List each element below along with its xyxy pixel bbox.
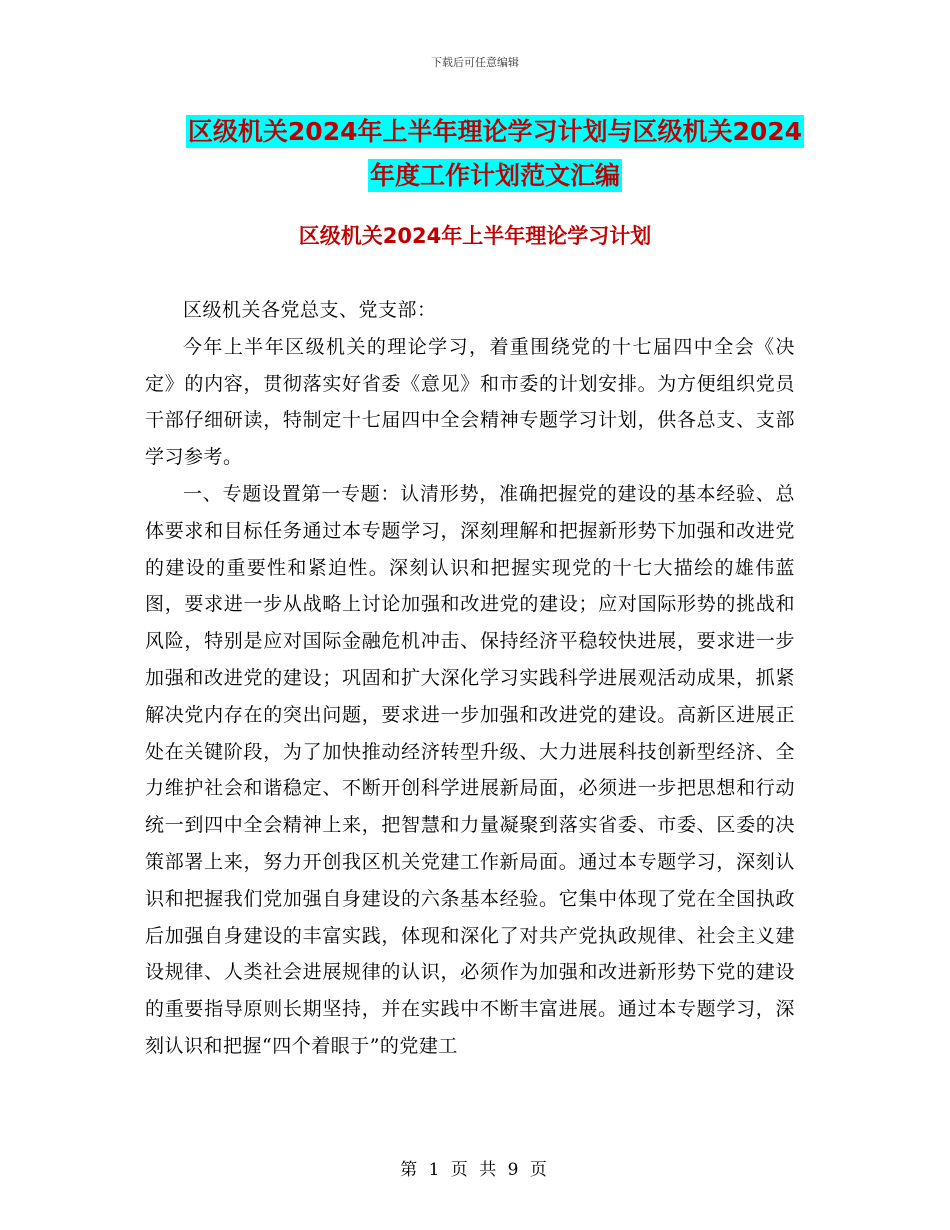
document-title-line-2: 年度工作计划范文汇编 xyxy=(369,161,620,190)
page-footer: 第 1 页 共 9 页 xyxy=(400,1160,550,1180)
document-title xyxy=(140,110,850,198)
intro-paragraph: 今年上半年区级机关的理论学习，着重围绕党的十七届四中全会《决定》的内容，贯彻落实好省委《意见》和市委的计划安排。为方便组织党员干部仔细研读，特制定十七届四中全会精神专题学习计划，供各总支、支部学习参考。 xyxy=(145,335,795,469)
salutation-paragraph: 区级机关各党总支、党支部： xyxy=(183,299,437,321)
header-note: 下载后可任意编辑 xyxy=(431,56,519,69)
topic-paragraph: 一、专题设置第一专题：认清形势，准确把握党的建设的基本经验、总体要求和目标任务通过本专题学习，深刻理解和把握新形势下加强和改进党的建设的重要性和紧迫性。深刻认识和把握实现党的十七大描绘的雄伟蓝图，要求进一步从战略上讨论加强和改进党的建设；应对国际形势的挑战和风险，特别是应对国际金融危机冲击、保持经济平稳较快进展，要求进一步加强和改进党的建设；巩固和扩大深化学习实践科学进展观活动成果，抓紧解决党内存在的突出问题，要求进一步加强和改进党的建设。高新区进展正处在关键阶段，为了加快推动经济转型升级、大力进展科技创新型经济、全力维护社会和谐稳定、不断开创科学进展新局面，必须进一步把思想和行动统一到四中全会精神上来，把智慧和力量凝聚到落实省委、市委、区委的决策部署上来，努力开创我区机关党建工作新局面。通过本专题学习，深刻认识和把握我们党加强自身建设的六条基本经验。它集中体现了党在全国执政后加强自身建设的丰富实践，体现和深化了对共产党执政规律、社会主义建设规律、人类社会进展规律的认识，必须作为加强和改进新形势下党的建设的重要指导原则长期坚持，并在实践中不断丰富进展。通过本专题学习，深刻认识和把握“四个着眼于”的党建工 xyxy=(145,482,795,1057)
document-title-line-1: 区级机关2024年上半年理论学习计划与区级机关2024 xyxy=(187,117,803,146)
body-text xyxy=(145,292,795,1065)
section-title: 区级机关2024年上半年理论学习计划 xyxy=(298,224,652,248)
